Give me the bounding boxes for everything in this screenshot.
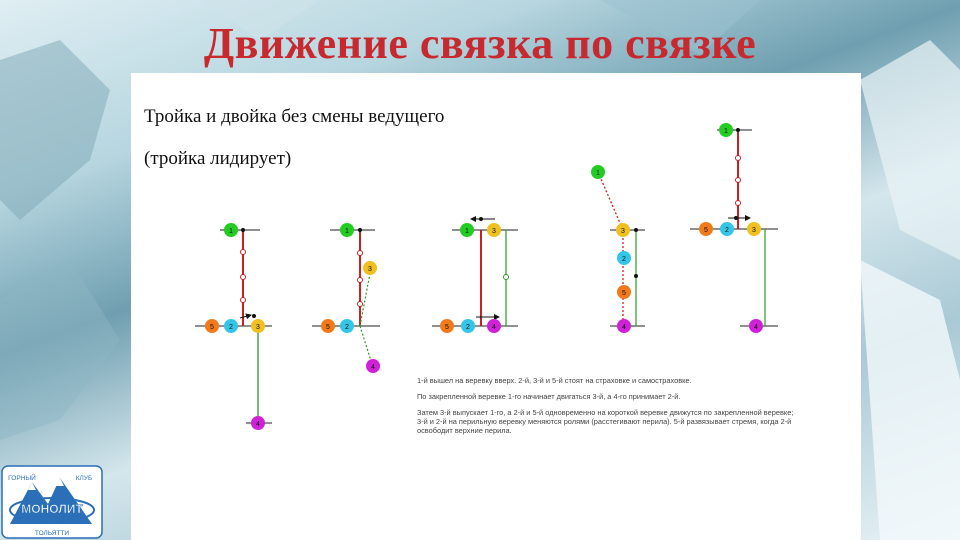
- climber-2-marker: [461, 319, 475, 333]
- climber-4-marker: [366, 359, 380, 373]
- svg-text:ГОРНЫЙ: ГОРНЫЙ: [8, 475, 36, 482]
- svg-text:3: 3: [256, 324, 260, 331]
- svg-text:3: 3: [621, 228, 625, 235]
- slide-title: Движение связка по связке: [203, 19, 757, 68]
- climber-2-marker: [720, 222, 734, 236]
- climber-5-marker: [617, 285, 631, 299]
- climber-3-marker: [747, 222, 761, 236]
- climber-5-marker: [205, 319, 219, 333]
- climber-4-marker: [251, 416, 265, 430]
- note-3: Затем 3-й выпускает 1-го, а 2-й и 5-й одновременно на короткой веревке движутся по закрепленной веревке; 3-й и 2-й на перильную веревку меняются ролями (расстегивают перила). 5-й развязывает стремя, когда 2-й освободит верхние перила.: [417, 408, 794, 435]
- climber-2-marker: [224, 319, 238, 333]
- svg-text:1: 1: [465, 228, 469, 235]
- climber-3-marker: [251, 319, 265, 333]
- climber-1-marker: [224, 223, 238, 237]
- climber-1-marker: [719, 123, 733, 137]
- stage-3: [432, 217, 518, 333]
- svg-text:КЛУБ: КЛУБ: [75, 475, 93, 482]
- svg-text:5: 5: [210, 324, 214, 331]
- stage-1: [195, 223, 272, 430]
- svg-text:3: 3: [492, 228, 496, 235]
- svg-text:2: 2: [345, 324, 349, 331]
- svg-text:МОНОЛИТ: МОНОЛИТ: [21, 502, 83, 516]
- stage-5: [690, 123, 778, 333]
- stage-2: [312, 223, 380, 373]
- svg-text:4: 4: [371, 364, 375, 371]
- climber-4-marker: [617, 319, 631, 333]
- climber-5-marker: [321, 319, 335, 333]
- climber-1-marker: [591, 165, 605, 179]
- club-logo: [0, 464, 104, 540]
- climber-2-marker: [617, 251, 631, 265]
- svg-text:2: 2: [725, 227, 729, 234]
- svg-text:1: 1: [724, 128, 728, 135]
- svg-text:ТОЛЬЯТТИ: ТОЛЬЯТТИ: [34, 530, 70, 537]
- diagram-notes: [417, 376, 797, 442]
- svg-text:3: 3: [368, 266, 372, 273]
- climber-5-marker: [440, 319, 454, 333]
- svg-text:5: 5: [326, 324, 330, 331]
- climber-3-marker: [616, 223, 630, 237]
- subtitle-line-1: Тройка и двойка без смены ведущего: [144, 106, 445, 127]
- climber-5-marker: [699, 222, 713, 236]
- climber-1-marker: [340, 223, 354, 237]
- svg-text:1: 1: [345, 228, 349, 235]
- note-2: По закрепленной веревке 1-го начинает двигаться 3-й, а 4-го принимает 2-й.: [417, 392, 681, 401]
- svg-text:1: 1: [596, 170, 600, 177]
- svg-text:5: 5: [445, 324, 449, 331]
- svg-text:4: 4: [492, 324, 496, 331]
- svg-text:4: 4: [754, 324, 758, 331]
- note-1: 1-й вышел на веревку вверх. 2-й, 3-й и 5-й стоят на страховке и самостраховке.: [417, 376, 692, 385]
- subtitle-line-2: (тройка лидирует): [144, 148, 292, 169]
- climber-1-marker: [460, 223, 474, 237]
- climber-4-marker: [487, 319, 501, 333]
- svg-text:2: 2: [466, 324, 470, 331]
- svg-text:2: 2: [622, 256, 626, 263]
- svg-text:4: 4: [256, 421, 260, 428]
- svg-text:3: 3: [752, 227, 756, 234]
- climber-3-marker: [363, 261, 377, 275]
- svg-text:5: 5: [704, 227, 708, 234]
- svg-text:4: 4: [622, 324, 626, 331]
- svg-text:5: 5: [622, 290, 626, 297]
- stage-4: [591, 165, 645, 333]
- climber-4-marker: [749, 319, 763, 333]
- climber-3-marker: [487, 223, 501, 237]
- svg-text:1: 1: [229, 228, 233, 235]
- climber-2-marker: [340, 319, 354, 333]
- svg-text:2: 2: [229, 324, 233, 331]
